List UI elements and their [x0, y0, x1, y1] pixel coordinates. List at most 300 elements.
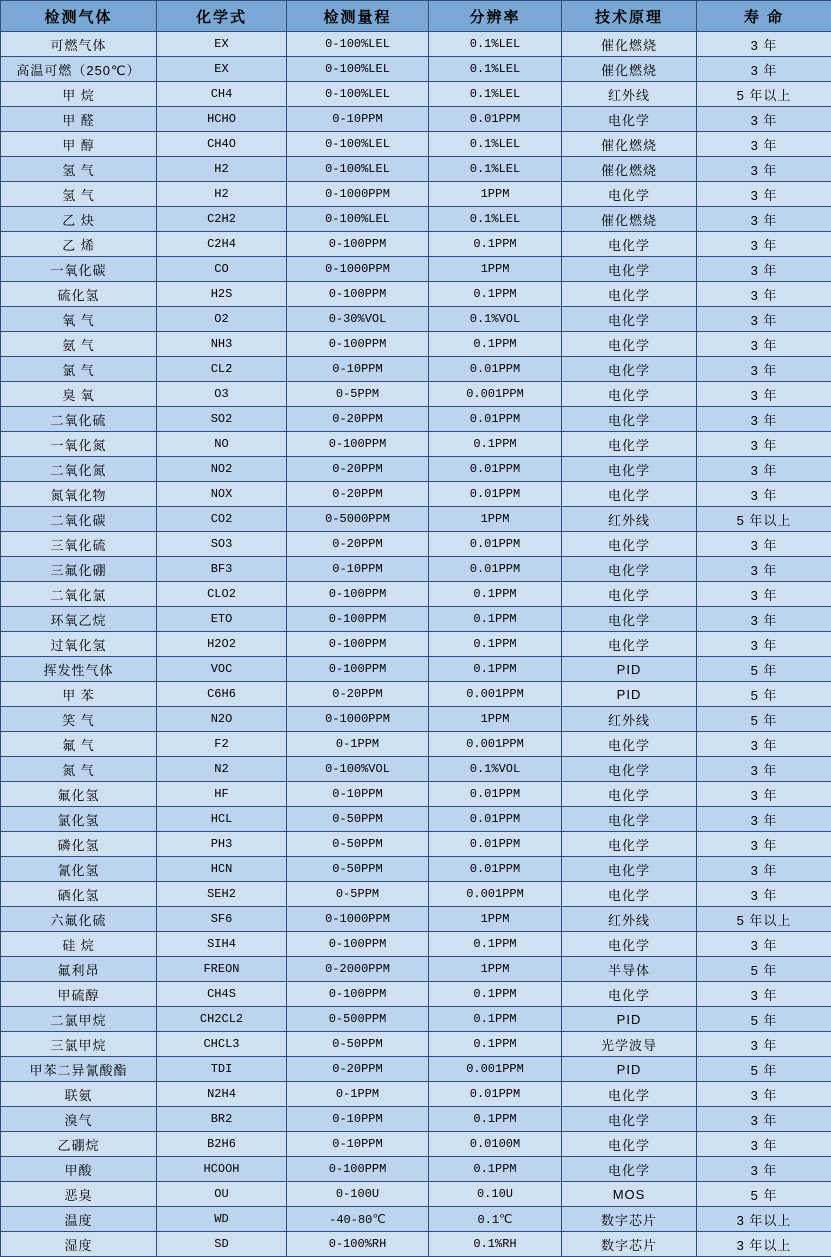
table-row — [1, 682, 831, 707]
cell-gas-name: 一氧化碳 — [1, 257, 157, 282]
cell-gas-name: 氢 气 — [1, 182, 157, 207]
cell-principle: 电化学 — [562, 1107, 697, 1132]
cell-principle: 电化学 — [562, 107, 697, 132]
table-row — [1, 332, 831, 357]
cell-principle: 电化学 — [562, 182, 697, 207]
cell-gas-name: 笑 气 — [1, 707, 157, 732]
cell-range: 0-1000PPM — [287, 907, 429, 932]
cell-life: 5 年 — [697, 1182, 831, 1207]
cell-gas-name: 氟利昂 — [1, 957, 157, 982]
cell-principle: 电化学 — [562, 857, 697, 882]
cell-life: 3 年 — [697, 432, 831, 457]
cell-formula: CO — [157, 257, 287, 282]
cell-resolution: 0.1%RH — [429, 1232, 562, 1257]
cell-resolution: 0.1%LEL — [429, 32, 562, 57]
cell-formula: C2H4 — [157, 232, 287, 257]
cell-gas-name: 三氟化硼 — [1, 557, 157, 582]
cell-life: 3 年 — [697, 282, 831, 307]
cell-formula: EX — [157, 32, 287, 57]
cell-life: 5 年以上 — [697, 82, 831, 107]
cell-range: 0-100PPM — [287, 607, 429, 632]
table-row — [1, 157, 831, 182]
cell-principle: 电化学 — [562, 332, 697, 357]
cell-formula: NH3 — [157, 332, 287, 357]
cell-range: 0-5PPM — [287, 382, 429, 407]
cell-gas-name: 恶臭 — [1, 1182, 157, 1207]
cell-resolution: 0.1PPM — [429, 1107, 562, 1132]
cell-life: 5 年 — [697, 1057, 831, 1082]
cell-principle: 电化学 — [562, 832, 697, 857]
table-row — [1, 1132, 831, 1157]
cell-gas-name: 二氧化氯 — [1, 582, 157, 607]
cell-gas-name: 二氯甲烷 — [1, 1007, 157, 1032]
cell-resolution: 0.1%LEL — [429, 207, 562, 232]
cell-resolution: 0.1PPM — [429, 282, 562, 307]
table-row — [1, 382, 831, 407]
table-row — [1, 732, 831, 757]
cell-formula: PH3 — [157, 832, 287, 857]
cell-gas-name: 乙硼烷 — [1, 1132, 157, 1157]
cell-resolution: 1PPM — [429, 507, 562, 532]
table-row — [1, 1232, 831, 1257]
cell-life: 3 年 — [697, 732, 831, 757]
cell-principle: 电化学 — [562, 482, 697, 507]
cell-gas-name: 磷化氢 — [1, 832, 157, 857]
cell-resolution: 0.001PPM — [429, 1057, 562, 1082]
cell-principle: 电化学 — [562, 457, 697, 482]
table-row — [1, 57, 831, 82]
cell-principle: MOS — [562, 1182, 697, 1207]
cell-formula: H2O2 — [157, 632, 287, 657]
cell-resolution: 0.1PPM — [429, 932, 562, 957]
cell-resolution: 0.1PPM — [429, 657, 562, 682]
cell-formula: FREON — [157, 957, 287, 982]
cell-formula: NO — [157, 432, 287, 457]
cell-formula: B2H6 — [157, 1132, 287, 1157]
cell-gas-name: 三氧化硫 — [1, 532, 157, 557]
cell-life: 3 年以上 — [697, 1207, 831, 1232]
cell-resolution: 0.1℃ — [429, 1207, 562, 1232]
cell-resolution: 0.01PPM — [429, 357, 562, 382]
cell-principle: 半导体 — [562, 957, 697, 982]
cell-life: 3 年 — [697, 57, 831, 82]
cell-life: 3 年 — [697, 307, 831, 332]
cell-range: 0-10PPM — [287, 1107, 429, 1132]
cell-range: 0-1PPM — [287, 1082, 429, 1107]
cell-life: 3 年 — [697, 182, 831, 207]
table-row — [1, 557, 831, 582]
cell-principle: 数字芯片 — [562, 1207, 697, 1232]
cell-range: 0-100U — [287, 1182, 429, 1207]
cell-principle: 电化学 — [562, 282, 697, 307]
cell-resolution: 0.01PPM — [429, 832, 562, 857]
cell-life: 3 年 — [697, 757, 831, 782]
column-header-gas: 检测气体 — [1, 1, 157, 32]
cell-life: 3 年 — [697, 157, 831, 182]
table-row — [1, 407, 831, 432]
cell-range: 0-20PPM — [287, 1057, 429, 1082]
cell-range: 0-100%LEL — [287, 207, 429, 232]
cell-resolution: 0.001PPM — [429, 882, 562, 907]
cell-formula: WD — [157, 1207, 287, 1232]
cell-gas-name: 环氧乙烷 — [1, 607, 157, 632]
cell-principle: 电化学 — [562, 307, 697, 332]
table-row — [1, 432, 831, 457]
cell-life: 3 年 — [697, 407, 831, 432]
cell-resolution: 0.10U — [429, 1182, 562, 1207]
cell-principle: 催化燃烧 — [562, 132, 697, 157]
cell-life: 3 年 — [697, 132, 831, 157]
cell-principle: 催化燃烧 — [562, 157, 697, 182]
cell-resolution: 0.1PPM — [429, 1007, 562, 1032]
cell-principle: 电化学 — [562, 532, 697, 557]
column-header-life: 寿 命 — [697, 1, 831, 32]
cell-range: 0-5PPM — [287, 882, 429, 907]
table-row — [1, 207, 831, 232]
cell-resolution: 0.001PPM — [429, 732, 562, 757]
cell-range: 0-100%LEL — [287, 132, 429, 157]
cell-gas-name: 湿度 — [1, 1232, 157, 1257]
cell-resolution: 1PPM — [429, 182, 562, 207]
cell-gas-name: 二氧化碳 — [1, 507, 157, 532]
table-row — [1, 1032, 831, 1057]
cell-formula: CLO2 — [157, 582, 287, 607]
cell-range: 0-50PPM — [287, 807, 429, 832]
cell-gas-name: 六氟化硫 — [1, 907, 157, 932]
cell-gas-name: 氰化氢 — [1, 857, 157, 882]
cell-gas-name: 甲 醛 — [1, 107, 157, 132]
cell-gas-name: 溴气 — [1, 1107, 157, 1132]
cell-range: 0-20PPM — [287, 532, 429, 557]
cell-range: 0-100%LEL — [287, 57, 429, 82]
cell-formula: H2S — [157, 282, 287, 307]
cell-formula: SF6 — [157, 907, 287, 932]
cell-gas-name: 氟 气 — [1, 732, 157, 757]
cell-gas-name: 氢 气 — [1, 157, 157, 182]
cell-principle: PID — [562, 682, 697, 707]
cell-range: 0-10PPM — [287, 1132, 429, 1157]
cell-life: 5 年 — [697, 657, 831, 682]
cell-principle: 电化学 — [562, 882, 697, 907]
cell-gas-name: 氯化氢 — [1, 807, 157, 832]
column-header-resolution: 分辨率 — [429, 1, 562, 32]
cell-resolution: 0.01PPM — [429, 457, 562, 482]
cell-formula: SEH2 — [157, 882, 287, 907]
cell-range: 0-100PPM — [287, 982, 429, 1007]
table-row — [1, 107, 831, 132]
cell-range: 0-100%RH — [287, 1232, 429, 1257]
cell-gas-name: 甲 烷 — [1, 82, 157, 107]
cell-resolution: 0.1%LEL — [429, 157, 562, 182]
cell-formula: CL2 — [157, 357, 287, 382]
cell-range: 0-1PPM — [287, 732, 429, 757]
cell-range: 0-100%LEL — [287, 32, 429, 57]
table-row — [1, 282, 831, 307]
cell-range: 0-20PPM — [287, 682, 429, 707]
cell-resolution: 1PPM — [429, 707, 562, 732]
cell-life: 3 年 — [697, 332, 831, 357]
cell-gas-name: 氮 气 — [1, 757, 157, 782]
cell-gas-name: 硅 烷 — [1, 932, 157, 957]
cell-principle: 电化学 — [562, 407, 697, 432]
cell-life: 3 年以上 — [697, 1232, 831, 1257]
cell-resolution: 0.01PPM — [429, 407, 562, 432]
cell-principle: 电化学 — [562, 1082, 697, 1107]
cell-formula: NO2 — [157, 457, 287, 482]
cell-gas-name: 硫化氢 — [1, 282, 157, 307]
table-row — [1, 482, 831, 507]
cell-resolution: 0.1PPM — [429, 632, 562, 657]
cell-principle: 电化学 — [562, 632, 697, 657]
cell-gas-name: 高温可燃（250℃） — [1, 57, 157, 82]
cell-life: 3 年 — [697, 1107, 831, 1132]
cell-gas-name: 挥发性气体 — [1, 657, 157, 682]
table-row — [1, 982, 831, 1007]
cell-formula: C6H6 — [157, 682, 287, 707]
cell-range: 0-100%LEL — [287, 157, 429, 182]
cell-gas-name: 氨 气 — [1, 332, 157, 357]
cell-life: 3 年 — [697, 1132, 831, 1157]
cell-life: 3 年 — [697, 832, 831, 857]
table-row — [1, 357, 831, 382]
cell-gas-name: 硒化氢 — [1, 882, 157, 907]
cell-formula: CHCL3 — [157, 1032, 287, 1057]
cell-life: 5 年 — [697, 957, 831, 982]
cell-formula: F2 — [157, 732, 287, 757]
cell-range: 0-100PPM — [287, 582, 429, 607]
cell-gas-name: 臭 氧 — [1, 382, 157, 407]
cell-gas-name: 氮氧化物 — [1, 482, 157, 507]
cell-resolution: 0.01PPM — [429, 1082, 562, 1107]
column-header-principle: 技术原理 — [562, 1, 697, 32]
table-row — [1, 1182, 831, 1207]
cell-range: 0-20PPM — [287, 407, 429, 432]
table-row — [1, 1007, 831, 1032]
cell-range: 0-100PPM — [287, 282, 429, 307]
cell-principle: 红外线 — [562, 507, 697, 532]
cell-principle: 电化学 — [562, 732, 697, 757]
cell-formula: VOC — [157, 657, 287, 682]
cell-gas-name: 乙 炔 — [1, 207, 157, 232]
cell-resolution: 0.1PPM — [429, 982, 562, 1007]
cell-gas-name: 乙 烯 — [1, 232, 157, 257]
cell-gas-name: 氯 气 — [1, 357, 157, 382]
cell-life: 3 年 — [697, 257, 831, 282]
cell-life: 3 年 — [697, 857, 831, 882]
table-row — [1, 907, 831, 932]
cell-range: 0-100PPM — [287, 1157, 429, 1182]
cell-gas-name: 三氯甲烷 — [1, 1032, 157, 1057]
cell-resolution: 0.01PPM — [429, 857, 562, 882]
cell-formula: CH4 — [157, 82, 287, 107]
cell-gas-name: 一氧化氮 — [1, 432, 157, 457]
cell-formula: HCL — [157, 807, 287, 832]
cell-resolution: 0.1%LEL — [429, 132, 562, 157]
cell-range: 0-20PPM — [287, 457, 429, 482]
table-row — [1, 82, 831, 107]
cell-principle: 电化学 — [562, 257, 697, 282]
cell-range: 0-100PPM — [287, 632, 429, 657]
cell-principle: 电化学 — [562, 607, 697, 632]
cell-principle: 电化学 — [562, 357, 697, 382]
table-row — [1, 457, 831, 482]
cell-principle: 电化学 — [562, 432, 697, 457]
cell-formula: ETO — [157, 607, 287, 632]
cell-life: 3 年 — [697, 932, 831, 957]
cell-life: 3 年 — [697, 207, 831, 232]
cell-resolution: 0.01PPM — [429, 107, 562, 132]
table-row — [1, 507, 831, 532]
cell-resolution: 0.1PPM — [429, 232, 562, 257]
cell-range: 0-100%VOL — [287, 757, 429, 782]
cell-range: 0-10PPM — [287, 557, 429, 582]
cell-principle: 电化学 — [562, 757, 697, 782]
cell-principle: 红外线 — [562, 907, 697, 932]
cell-resolution: 0.0100M — [429, 1132, 562, 1157]
cell-formula: OU — [157, 1182, 287, 1207]
cell-life: 3 年 — [697, 607, 831, 632]
cell-principle: 催化燃烧 — [562, 32, 697, 57]
table-row — [1, 1157, 831, 1182]
table-header — [1, 1, 831, 32]
cell-formula: NOX — [157, 482, 287, 507]
table-row — [1, 957, 831, 982]
cell-life: 3 年 — [697, 582, 831, 607]
table-row — [1, 532, 831, 557]
cell-life: 5 年以上 — [697, 907, 831, 932]
cell-resolution: 0.1PPM — [429, 582, 562, 607]
table-header-row — [1, 1, 831, 32]
cell-formula: SO2 — [157, 407, 287, 432]
cell-principle: 光学波导 — [562, 1032, 697, 1057]
cell-principle: 数字芯片 — [562, 1232, 697, 1257]
cell-resolution: 0.1%LEL — [429, 57, 562, 82]
cell-range: 0-100PPM — [287, 432, 429, 457]
cell-range: 0-100PPM — [287, 932, 429, 957]
cell-range: 0-50PPM — [287, 832, 429, 857]
table-row — [1, 807, 831, 832]
cell-resolution: 0.01PPM — [429, 557, 562, 582]
cell-gas-name: 联氨 — [1, 1082, 157, 1107]
cell-life: 3 年 — [697, 232, 831, 257]
cell-principle: 电化学 — [562, 782, 697, 807]
cell-range: 0-100%LEL — [287, 82, 429, 107]
cell-range: 0-10PPM — [287, 782, 429, 807]
cell-formula: N2 — [157, 757, 287, 782]
cell-formula: HCOOH — [157, 1157, 287, 1182]
cell-range: 0-5000PPM — [287, 507, 429, 532]
cell-formula: BR2 — [157, 1107, 287, 1132]
table-row — [1, 182, 831, 207]
cell-range: 0-500PPM — [287, 1007, 429, 1032]
table-body — [1, 32, 831, 1257]
cell-resolution: 1PPM — [429, 957, 562, 982]
cell-resolution: 0.01PPM — [429, 782, 562, 807]
table-row — [1, 582, 831, 607]
cell-resolution: 0.01PPM — [429, 482, 562, 507]
cell-life: 3 年 — [697, 882, 831, 907]
cell-gas-name: 温度 — [1, 1207, 157, 1232]
table-row — [1, 832, 831, 857]
cell-life: 3 年 — [697, 457, 831, 482]
cell-formula: EX — [157, 57, 287, 82]
cell-formula: N2O — [157, 707, 287, 732]
cell-resolution: 0.1PPM — [429, 432, 562, 457]
cell-range: 0-100PPM — [287, 657, 429, 682]
cell-formula: TDI — [157, 1057, 287, 1082]
cell-life: 3 年 — [697, 557, 831, 582]
cell-resolution: 0.1%VOL — [429, 307, 562, 332]
cell-principle: 电化学 — [562, 807, 697, 832]
table-row — [1, 307, 831, 332]
cell-gas-name: 甲苯二异氰酸酯 — [1, 1057, 157, 1082]
cell-resolution: 0.001PPM — [429, 382, 562, 407]
cell-formula: CH2CL2 — [157, 1007, 287, 1032]
cell-principle: 催化燃烧 — [562, 207, 697, 232]
cell-life: 3 年 — [697, 1032, 831, 1057]
cell-formula: N2H4 — [157, 1082, 287, 1107]
cell-gas-name: 甲 醇 — [1, 132, 157, 157]
table-row — [1, 257, 831, 282]
table-row — [1, 607, 831, 632]
table-row — [1, 932, 831, 957]
cell-gas-name: 过氧化氢 — [1, 632, 157, 657]
table-row — [1, 132, 831, 157]
cell-formula: HCHO — [157, 107, 287, 132]
cell-resolution: 0.01PPM — [429, 807, 562, 832]
cell-life: 5 年 — [697, 1007, 831, 1032]
cell-formula: CH4O — [157, 132, 287, 157]
cell-principle: 电化学 — [562, 982, 697, 1007]
table-row — [1, 1057, 831, 1082]
cell-gas-name: 氧 气 — [1, 307, 157, 332]
cell-gas-name: 氟化氢 — [1, 782, 157, 807]
table-row — [1, 32, 831, 57]
table-row — [1, 1207, 831, 1232]
cell-range: 0-20PPM — [287, 482, 429, 507]
cell-range: 0-1000PPM — [287, 707, 429, 732]
cell-life: 5 年以上 — [697, 507, 831, 532]
column-header-range: 检测量程 — [287, 1, 429, 32]
cell-range: 0-10PPM — [287, 107, 429, 132]
cell-principle: 电化学 — [562, 232, 697, 257]
cell-range: 0-30%VOL — [287, 307, 429, 332]
cell-gas-name: 二氧化硫 — [1, 407, 157, 432]
table-row — [1, 757, 831, 782]
cell-formula: CH4S — [157, 982, 287, 1007]
cell-principle: 电化学 — [562, 1157, 697, 1182]
cell-life: 3 年 — [697, 382, 831, 407]
cell-range: 0-1000PPM — [287, 257, 429, 282]
table-row — [1, 632, 831, 657]
cell-life: 3 年 — [697, 1082, 831, 1107]
column-header-formula: 化学式 — [157, 1, 287, 32]
cell-resolution: 0.1%VOL — [429, 757, 562, 782]
cell-principle: PID — [562, 1057, 697, 1082]
cell-resolution: 0.1PPM — [429, 1157, 562, 1182]
cell-formula: BF3 — [157, 557, 287, 582]
cell-life: 5 年 — [697, 682, 831, 707]
cell-resolution: 0.1PPM — [429, 1032, 562, 1057]
cell-life: 3 年 — [697, 782, 831, 807]
cell-gas-name: 甲 苯 — [1, 682, 157, 707]
cell-principle: 红外线 — [562, 707, 697, 732]
cell-range: 0-50PPM — [287, 1032, 429, 1057]
cell-principle: 电化学 — [562, 557, 697, 582]
cell-life: 3 年 — [697, 982, 831, 1007]
cell-formula: O3 — [157, 382, 287, 407]
cell-life: 3 年 — [697, 807, 831, 832]
